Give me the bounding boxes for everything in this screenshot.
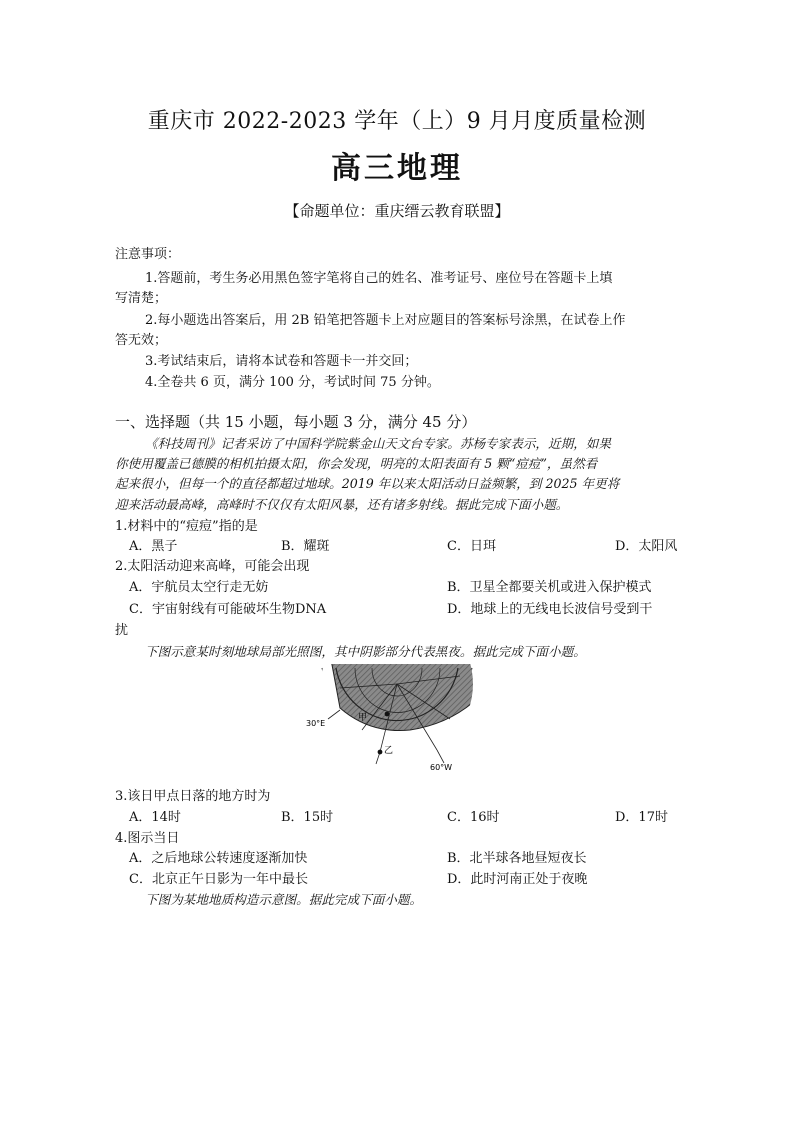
passage-line: 迎来活动最高峰，高峰时不仅仅有太阳风暴，还有诸多射线。据此完成下面小题。 (115, 497, 569, 512)
question-stem: 1.材料中的“痘痘”指的是 (115, 519, 258, 534)
passage-line: 起来很小，但每一个的直径都超过地球。2019 年以来太阳活动日益频繁，到 2025 年更将 (115, 476, 620, 491)
passage-line: 下图为某地地质构造示意图。据此完成下面小题。 (145, 892, 423, 907)
option: B．卫星全都要关机或进入保护模式 (447, 580, 652, 595)
exam-title: 重庆市 2022-2023 学年（上）9 月月度质量检测 (147, 109, 647, 134)
passage-line: 《科技周刊》记者采访了中国科学院紫金山天文台专家。苏杨专家表示，近期，如果 (145, 436, 611, 451)
label-30e: 30°E (306, 719, 326, 728)
option: C．北京正午日影为一年中最长 (129, 872, 308, 887)
notice-item: 4.全卷共 6 页，满分 100 分，考试时间 75 分钟。 (145, 375, 440, 390)
section-heading: 一、选择题（共 15 小题，每小题 3 分，满分 45 分） (115, 413, 477, 431)
notice-item: 答无效； (115, 333, 168, 348)
point-yi (378, 750, 383, 755)
label-yi: 乙 (384, 746, 394, 756)
notice-item: 写清楚； (115, 291, 168, 306)
question-stem: 4.图示当日 (115, 831, 180, 846)
earth-illumination-figure (300, 664, 500, 774)
option: A．14时 (129, 810, 181, 825)
notice-item: 3.考试结束后，请将本试卷和答题卡一并交回； (145, 354, 418, 369)
passage-line: 你使用覆盖已德膜的相机拍摄太阳，你会发现，明亮的太阳表面有 5 颗“痘痘”，虽然看 (115, 456, 598, 471)
option: A．宇航员太空行走无妨 (129, 580, 269, 595)
question-stem: 2.太阳活动迎来高峰，可能会出现 (115, 559, 310, 574)
option: A．黑子 (129, 539, 178, 554)
passage-line: 下图示意某时刻地球局部光照图，其中阴影部分代表黑夜。据此完成下面小题。 (145, 644, 586, 659)
option: A．之后地球公转速度逐渐加快 (129, 851, 308, 866)
notice-heading: 注意事项： (115, 247, 181, 262)
question-stem: 3.该日甲点日落的地方时为 (115, 789, 271, 804)
option: B．15时 (281, 810, 334, 825)
point-jia (385, 712, 390, 717)
option: B．耀斑 (281, 539, 330, 554)
option: C．日珥 (447, 539, 496, 554)
option: D．地球上的无线电长波信号受到干 (447, 602, 653, 617)
notice-item: 2.每小题选出答案后，用 2B 铅笔把答题卡上对应题目的答案标号涂黑，在试卷上作 (145, 313, 626, 328)
option-wrap: 扰 (115, 623, 129, 638)
option: D．17时 (615, 810, 668, 825)
label-60w: 60°W (430, 763, 453, 772)
author-unit: 【命题单位：重庆缙云教育联盟】 (284, 202, 510, 220)
option: D．此时河南正处于夜晚 (447, 872, 588, 887)
label-jia: 甲 (358, 713, 368, 723)
option: D．太阳风 (615, 539, 678, 554)
option: C．宇宙射线有可能破坏生物DNA (129, 602, 327, 617)
option: C．16时 (447, 810, 500, 825)
subject-title: 高三地理 (331, 151, 463, 186)
notice-item: 1.答题前，考生务必用黑色签字笔将自己的姓名、准考证号、座位号在答题卡上填 (145, 271, 613, 286)
option: B．北半球各地昼短夜长 (447, 851, 587, 866)
